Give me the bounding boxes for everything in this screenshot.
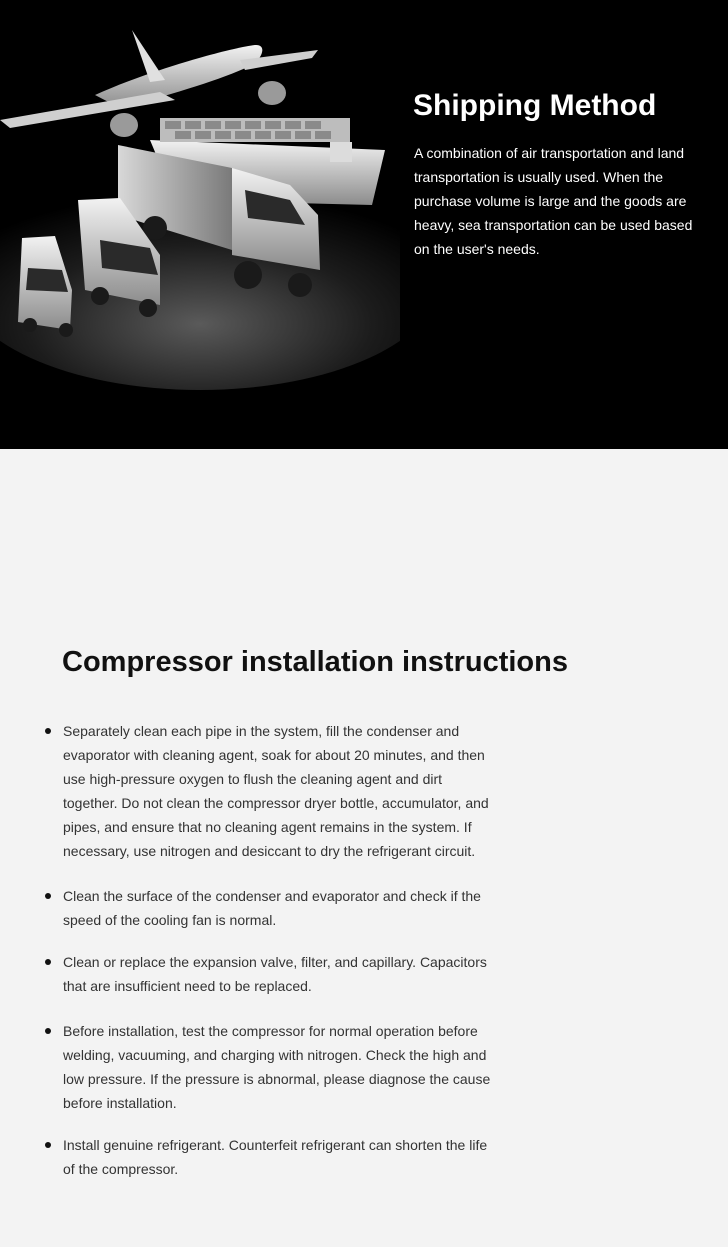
bullet-icon: [45, 893, 51, 899]
shipping-hero: [0, 0, 728, 449]
shipping-method-title: Shipping Method: [413, 89, 657, 122]
list-item: [0, 884, 493, 932]
list-item: [0, 1133, 493, 1181]
list-item-text: Clean or replace the expansion valve, filter, and capillary. Capacitors that are insufficient need to be replaced.: [63, 954, 487, 994]
list-item: [0, 1019, 493, 1115]
vehicles-illustration: [0, 0, 400, 449]
list-item: [0, 950, 493, 998]
installation-section: [0, 449, 728, 1247]
list-item: [0, 719, 493, 863]
list-item-text: Before installation, test the compressor for normal operation before welding, vacuuming, and charging with nitrogen. Check the high and low pressure. If the pressure is abnormal, please diagnose the cause before installation.: [63, 1023, 491, 1111]
installation-list: [0, 719, 728, 1181]
bullet-icon: [45, 1028, 51, 1034]
installation-title: Compressor installation instructions: [62, 646, 568, 678]
bullet-icon: [45, 728, 51, 734]
list-item-text: Install genuine refrigerant. Counterfeit refrigerant can shorten the life of the compressor.: [63, 1137, 488, 1177]
bullet-icon: [45, 959, 51, 965]
shipping-method-description: A combination of air transportation and land transportation is usually used. When the purchase volume is large and the goods are heavy, sea transportation can be used based on the user's needs.: [414, 145, 693, 257]
bullet-icon: [45, 1142, 51, 1148]
list-item-text: Clean the surface of the condenser and evaporator and check if the speed of the cooling fan is normal.: [63, 888, 481, 928]
list-item-text: Separately clean each pipe in the system, fill the condenser and evaporator with cleaning agent, soak for about 20 minutes, and then use high-pressure oxygen to flush the cleaning agent and dirt together. Do not clean the compressor dryer bottle, accumulator, and pipes, and ensure that no cleaning agent remains in the system. If necessary, use nitrogen and desiccant to dry the refrigerant circuit.: [63, 723, 489, 859]
